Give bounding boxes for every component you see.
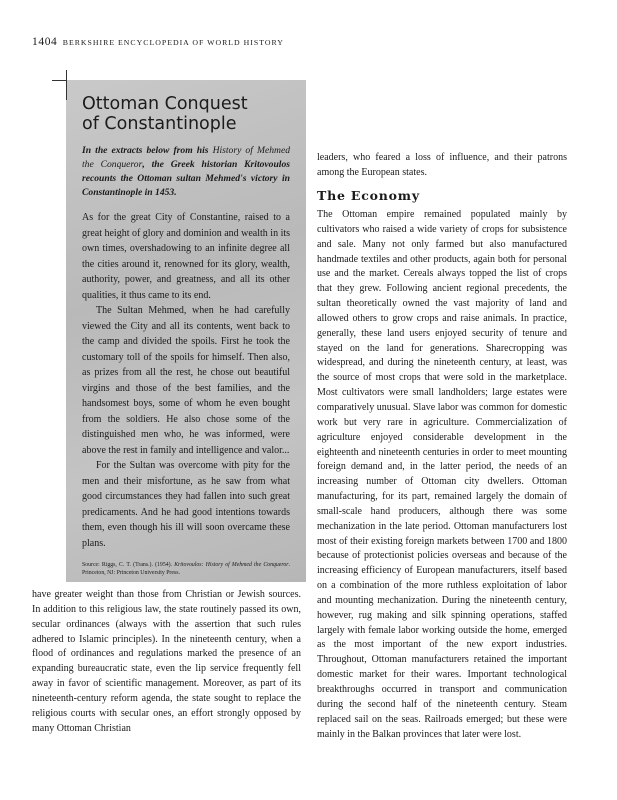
sidebar-title-line2: of Constantinople xyxy=(82,114,237,134)
journal-title: BERKSHIRE ENCYCLOPEDIA OF WORLD HISTORY xyxy=(62,38,284,47)
right-column-lead xyxy=(317,151,567,181)
sidebar-paragraph-1: As for the great City of Constantine, raised to a great height of glory and dominion and wealth in its own times, overshadowing to an infinite degree all the cities around it, renowned for its glory, wealth, authority, power, and greatness, and all its other qualities, it thus came to its end. xyxy=(82,212,291,301)
sidebar-intro-part1: In the extracts below from his xyxy=(82,145,213,156)
sidebar-intro-part2: , the Greek historian Kritovoulos recounts the Ottoman sultan Mehmed's victory in Constantinople in 1453. xyxy=(82,159,290,199)
sidebar-intro xyxy=(82,144,290,200)
sidebar-paragraph-2: The Sultan Mehmed, when he had carefully viewed the City and all its contents, went back to the camp and divided the spoils. First he took the customary toll of the spoils for himself. Then also, as prizes from all the rest, he chose out beautiful virgins and those of the best families, and the handsomest boys, some of whom he even bought from the soldiers. He also chose some of the distinguished men who, he was informed, were above the rest in family and intelligence and valor... xyxy=(82,305,290,456)
left-column xyxy=(32,588,301,736)
right-column xyxy=(317,208,567,742)
sidebar-title xyxy=(82,94,290,134)
right-column-body: The Ottoman empire remained populated mainly by cultivators who raised a wide variety of crops for subsistence and sale. Many not only farmed but also manufactured handmade textiles and other products, again both for personal use and the market. Cereals always topped the list of crops that they grew. Following ancient regional precedents, the sultan theoretically owned the vast majority of land and allowed others to grow crops and raise animals. In practice, generally, these land users enjoyed security of tenure and stayed on the land for generations. Sharecropping was widespread, and during the nineteenth century, at least, was the source of most crops that were sold in the marketplace. Most cultivators were small landholders; large estates were comparatively unusual. Slave labor was common for domestic work but very rare in agriculture. Commercialization of agriculture enjoyed considerable development in the eighteenth and nineteenth centuries in order to meet mounting foreign demand and, in the latter period, the needs of an increasing number of Ottoman city dwellers. Ottoman manufacturing, for its part, remained largely the domain of small-scale hand producers, although there was some mechanization in the late period. Ottoman manufacturers lost most of their existing foreign markets between 1700 and 1800 because of protectionist policies overseas and because of the increasing efficiency of European manufacturers, itself based on a combination of the more ruthless exploitation of labor and mounting mechanization. During the nineteenth century, however, rug making and silk spinning operations, staffed largely with female labor working outside the home, emerged as the most important of the new export industries. Throughout, Ottoman manufacturers retained the important domestic market for their wares. Important technological breakthroughs occurred in transport and communication during the second half of the nineteenth century. Steam replaced sail on the seas. Railroads emerged; but these were mainly in the Balkan provinces that later were lost. xyxy=(317,209,567,740)
running-header xyxy=(32,36,284,48)
sidebar-content xyxy=(82,94,290,577)
sidebar-title-line1: Ottoman Conquest xyxy=(82,94,248,114)
sidebar-source xyxy=(82,561,290,577)
sidebar-source-book: Kritovoulos: History of Mehmed the Conqueror xyxy=(174,562,289,569)
left-column-text: have greater weight than those from Christian or Jewish sources. In addition to this religious law, the state routinely passed its own, secular ordinances (always with the assertion that such rules adhered to Islamic principles). In the nineteenth century, when a flood of ordinances and regulations marked the presence of an expanding bureaucratic state, even the lip service frequently fell away in favor of scientific management. Moreover, as part of its nineteenth-century reform agenda, the state sought to replace the religious courts with secular ones, an effort strongly opposed by many Ottoman Christian xyxy=(32,589,301,734)
sidebar-source-part1: Source: Riggs, C. T. (Trans.). (1954). xyxy=(82,562,175,569)
page-number: 1404 xyxy=(32,36,58,48)
sidebar-source-part2: . Princeton, NJ: Princeton University Press. xyxy=(82,562,290,577)
sidebar-intro-book-title: History of Mehmed the Conqueror xyxy=(82,145,290,171)
right-column-lead-text: leaders, who feared a loss of influence, and their patrons among the European states. xyxy=(317,152,567,178)
section-heading-economy: The Economy xyxy=(317,188,420,203)
sidebar-corner-rule-vertical xyxy=(66,70,67,100)
sidebar-paragraph-3: For the Sultan was overcome with pity for the men and their misfortune, as he saw from what good circumstances they had fallen into such great predicaments. And he had good intentions towards them, even though his ill will soon overcame these plans. xyxy=(82,460,290,549)
sidebar-box xyxy=(66,80,306,582)
